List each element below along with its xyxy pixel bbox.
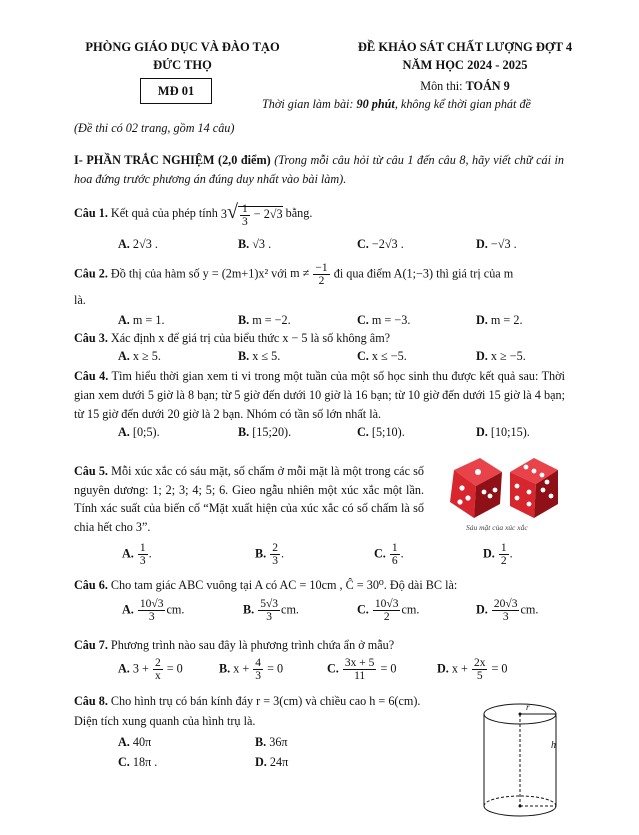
q6-label: Câu 6. [74,578,108,592]
q2-option-a: A. m = 1. [118,313,165,327]
q2-option-b: B. m = −2. [238,313,291,327]
q1-option-c: C. −2√3 . [357,237,404,251]
q5-option-b: B. $\frac{2}{3}$ . [255,542,285,568]
q8-label: Câu 8. [74,694,108,708]
section-heading [74,151,564,189]
dice-caption: Sáu mặt của xúc xắc [466,523,528,532]
q3-option-a: A. x ≥ 5. [118,349,161,363]
q2-text-after: đi qua điểm [333,266,392,281]
section-instruction: (Trong mỗi câu hỏi từ câu 1 đến câu 8, hãy viết chữ cái in hoa đứng trước phương án đúng duy nhất vào bài làm). [74,153,565,186]
q1-expression: 3√ $\frac{1}{3}$ − 2√3 [220,201,283,228]
question-6 [74,578,457,593]
question-8 [74,694,420,709]
q2-condition: m ≠ $\frac{-1}{2}$ [290,262,328,288]
q4-option-d: D. [10;15). [476,425,530,439]
q5-text: Mỗi xúc xắc có sáu mặt, số chấm ở mỗi mặt là một trong các số nguyên dương: 1; 2; 3; 4; 5; 6. Gieo ngẫu nhiên một xúc xắc một lần. Tính xác suất của biến cố “Mặt xuất hiện của xúc xắc có số chấm là số chia hết cho 3”. [74,464,424,534]
q7-text: Phương trình nào sau đây là phương trình chứa ẩn ở mẫu? [110,638,395,652]
q6-option-a: A. $\frac{10√3}{3}$ cm. [122,598,185,624]
q1-option-d: D. −√3 . [476,237,517,251]
subject-label: Môn thi: [420,79,466,93]
q4-option-b: B. [15;20). [238,425,292,439]
subject-line [315,79,615,94]
q1-option-a: A. 2√3 . [118,237,158,251]
q1-label: Câu 1. [74,206,108,221]
q4-option-a: A. [0;5). [118,425,160,439]
exam-title: ĐỀ KHẢO SÁT CHẤT LƯỢNG ĐỢT 4 [357,40,573,54]
cylinder-figure [478,700,568,825]
q2-function: y = (2m+1)x² [202,266,269,281]
q2-text-line2: là. [74,293,86,307]
exam-code-box: MĐ 01 [140,78,212,104]
q2-point: A(1;−3) [393,266,434,281]
q1-text-end: bằng. [285,206,313,221]
q3-label: Câu 3. [74,331,108,345]
q7-option-c: C. $\frac{3x + 5}{11}$ = 0 [327,657,397,683]
q4-option-c: C. [5;10). [357,425,405,439]
q3-option-c: C. x ≤ −5. [357,349,407,363]
q1-option-b: B. √3 . [238,237,272,251]
q8-option-b: B. 36π [255,735,288,749]
q2-option-c: C. m = −3. [357,313,411,327]
q6-text-after: . Độ dài BC là: [383,578,458,592]
question-5 [74,462,424,536]
q6-option-d: D. $\frac{20√3}{3}$ cm. [476,598,539,624]
time-suffix: , không kể thời gian phát đề [394,97,531,111]
q8-option-d: D. 24π [255,755,289,769]
q8-text-line2: Diện tích xung quanh của hình trụ là. [74,714,256,728]
cylinder-radius-label: r [526,702,530,712]
department-name: PHÒNG GIÁO DỤC VÀ ĐÀO TẠO [85,40,280,54]
section-title: I- PHẦN TRẮC NGHIỆM (2,0 điểm) [74,153,271,167]
time-line [262,97,622,112]
q7-option-d: D. x + $\frac{2x}{5}$ = 0 [437,657,508,683]
q6-option-b: B. $\frac{5√3}{3}$ cm. [243,598,299,624]
q5-label: Câu 5. [74,464,108,478]
die-right [510,458,558,518]
question-7 [74,638,394,653]
q5-option-a: A. $\frac{1}{3}$ . [122,542,152,568]
q4-label: Câu 4. [74,369,109,383]
q7-option-a: A. 3 + $\frac{2}{x}$ = 0 [118,657,183,683]
q1-text: Kết quả của phép tính [110,206,218,221]
die-left [450,458,502,518]
q6-text: Cho tam giác ABC vuông tại A có AC = 10cm , [110,578,343,592]
time-prefix: Thời gian làm bài: [262,97,357,111]
q5-option-d: D. $\frac{1}{2}$ . [483,542,513,568]
q2-text: Đồ thị của hàm số [110,266,200,281]
question-1 [74,201,312,228]
q8-option-a: A. 40π [118,735,152,749]
subject-name: TOÁN 9 [465,79,510,93]
district-name: ĐỨC THỌ [153,58,212,72]
dice-illustration [440,452,570,532]
q7-label: Câu 7. [74,638,108,652]
q3-option-b: B. x ≤ 5. [238,349,281,363]
q6-angle: Ĉ = 30⁰ [345,578,384,592]
q3-option-d: D. x ≥ −5. [476,349,526,363]
q5-option-c: C. $\frac{1}{6}$ . [374,542,404,568]
time-value: 90 phút [356,97,395,111]
q2-option-d: D. m = 2. [476,313,523,327]
question-4 [74,367,565,424]
school-year: NĂM HỌC 2024 - 2025 [402,58,528,72]
q4-text: Tìm hiểu thời gian xem ti vi trong một tuần của một số học sinh thu được kết quả sau: Thời gian xem dưới 5 giờ là 8 bạn; từ 5 giờ đến dưới 10 giờ là 16 bạn; từ 10 giờ đến dưới 15 giờ là 4 bạn; từ 15 giờ đến dưới 20 giờ là 2 bạn. Nhóm có tần số lớn nhất là. [74,369,565,421]
q8-option-c: C. 18π . [118,755,158,769]
q6-option-c: C. $\frac{10√3}{2}$ cm. [357,598,420,624]
exam-note: (Đề thi có 02 trang, gồm 14 câu) [74,121,235,135]
q7-option-b: B. x + $\frac{4}{3}$ = 0 [219,657,284,683]
q3-text: Xác định x để giá trị của biểu thức x − 5 là số không âm? [110,331,391,345]
q8-text: Cho hình trụ có bán kính đáy r = 3(cm) và chiều cao h = 6(cm). [110,694,421,708]
question-2 [74,262,513,287]
q2-label: Câu 2. [74,266,108,281]
question-3 [74,331,390,346]
q2-cond-word: với [271,266,288,281]
cylinder-height-label: h [551,740,556,751]
q2-text-end: thì giá trị của m [436,266,514,281]
